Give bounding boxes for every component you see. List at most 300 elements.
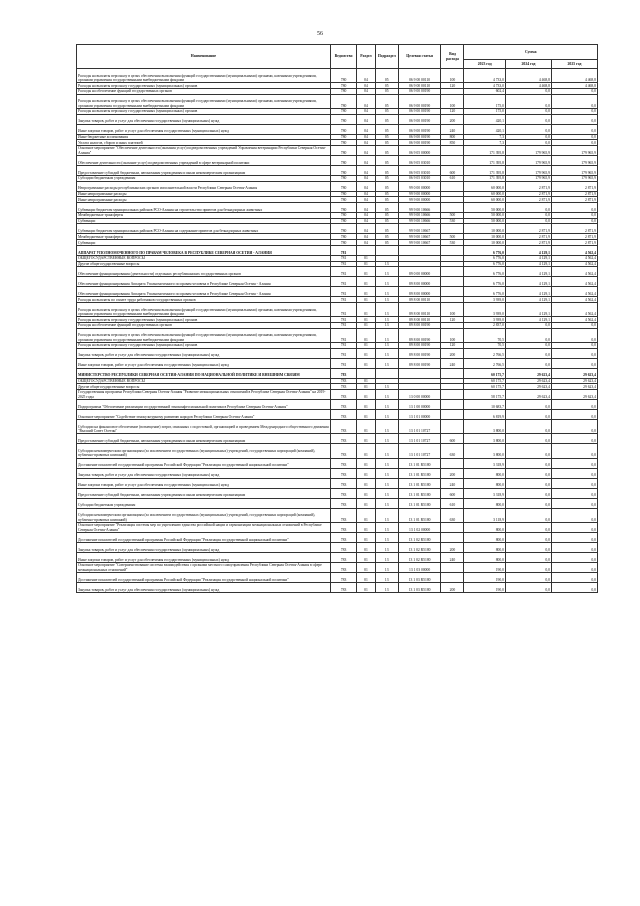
- cell-sum-2023: 3 939,0: [464, 317, 506, 323]
- cell-target-article: 13 1 03 R5180: [398, 582, 441, 592]
- cell-sum-2023: 10 683,7: [464, 399, 506, 409]
- cell-sum-2023: 10 000,0: [464, 234, 506, 240]
- cell-ved: 783: [330, 384, 356, 390]
- cell-expense-type: 120: [441, 342, 464, 348]
- cell-razdel: 01: [357, 542, 376, 552]
- cell-podrazdel: 05: [375, 146, 398, 156]
- cell-sum-2024: 29 623,4: [506, 368, 552, 378]
- cell-sum-2025: 0,0: [551, 94, 597, 108]
- cell-target-article: 06 9 00 00190: [398, 114, 441, 124]
- cell-name: Межбюджетные трансферты: [77, 234, 331, 240]
- cell-target-article: 13 0 00 00000: [398, 389, 441, 399]
- cell-podrazdel: 13: [375, 297, 398, 303]
- cell-razdel: 04: [357, 83, 376, 89]
- cell-ved: 780: [330, 203, 356, 213]
- cell-sum-2024: 0,0: [506, 552, 552, 562]
- cell-ved: 781: [330, 297, 356, 303]
- cell-expense-type: [441, 146, 464, 156]
- cell-ved: 783: [330, 582, 356, 592]
- cell-sum-2023: 800,0: [464, 478, 506, 488]
- cell-target-article: 13 1 01 10727: [398, 444, 441, 458]
- cell-sum-2025: 0,0: [551, 434, 597, 444]
- cell-razdel: 01: [357, 255, 376, 261]
- cell-target-article: 13 1 01 R5180: [398, 458, 441, 468]
- cell-ved: 780: [330, 224, 356, 234]
- cell-target-article: 13 1 02 R5180: [398, 552, 441, 562]
- cell-sum-2023: 6 776,0: [464, 287, 506, 297]
- cell-sum-2023: 171 395,8: [464, 146, 506, 156]
- table-row: [77, 582, 598, 592]
- cell-sum-2025: 0,0: [551, 458, 597, 468]
- cell-name: Расходы на выплаты персоналу в целях обеспечения выполнения функций государственными (муниципальными) органами, казенными учреждениями, органами управления государственными внебюджетными фондами: [77, 69, 331, 83]
- cell-podrazdel: 13: [375, 522, 398, 532]
- cell-name: Субсидии бюджетным учреждениям: [77, 498, 331, 508]
- cell-sum-2024: 4 129,1: [506, 261, 552, 267]
- cell-expense-type: 610: [441, 498, 464, 508]
- cell-ved: 780: [330, 140, 356, 146]
- cell-target-article: 13 1 01 R5180: [398, 498, 441, 508]
- cell-sum-2024: 0,0: [506, 508, 552, 522]
- cell-target-article: 89 8 00 00190: [398, 322, 441, 328]
- cell-target-article: 89 8 00 00190: [398, 342, 441, 348]
- cell-razdel: 01: [357, 302, 376, 316]
- table-row: [77, 419, 598, 433]
- cell-sum-2024: 0,0: [506, 342, 552, 348]
- cell-podrazdel: 05: [375, 203, 398, 213]
- cell-ved: 780: [330, 108, 356, 114]
- cell-razdel: 04: [357, 124, 376, 134]
- cell-sum-2024: 0,0: [506, 478, 552, 488]
- cell-sum-2025: 0,0: [551, 218, 597, 224]
- cell-sum-2023: 175,0: [464, 94, 506, 108]
- cell-target-article: 99 9 00 00000: [398, 191, 441, 197]
- cell-sum-2024: 0,0: [506, 562, 552, 572]
- cell-sum-2023: 420,1: [464, 114, 506, 124]
- cell-target-article: 06 9 05 00000: [398, 146, 441, 156]
- header-name: Наименование: [77, 45, 331, 69]
- cell-sum-2023: 10 000,0: [464, 240, 506, 246]
- cell-expense-type: 500: [441, 213, 464, 219]
- cell-razdel: 04: [357, 166, 376, 176]
- cell-expense-type: 120: [441, 108, 464, 114]
- cell-sum-2023: 6 776,0: [464, 255, 506, 261]
- cell-razdel: 04: [357, 108, 376, 114]
- cell-ved: 783: [330, 488, 356, 498]
- cell-target-article: 06 9 05 03010: [398, 176, 441, 182]
- cell-sum-2023: 6 776,0: [464, 267, 506, 277]
- cell-target-article: 06 9 00 00110: [398, 83, 441, 89]
- cell-target-article: 13 1 03 00000: [398, 562, 441, 572]
- cell-sum-2023: 3 800,0: [464, 419, 506, 433]
- cell-sum-2024: 0,0: [506, 488, 552, 498]
- header-year-2025: 2025 год: [551, 60, 597, 69]
- header-razdel: Раздел: [357, 45, 376, 69]
- cell-podrazdel: 05: [375, 108, 398, 114]
- cell-sum-2025: 0,0: [551, 522, 597, 532]
- table-row: [77, 552, 598, 562]
- cell-target-article: 99 9 00 10667: [398, 224, 441, 234]
- cell-ved: 783: [330, 552, 356, 562]
- cell-sum-2023: 50 000,0: [464, 203, 506, 213]
- cell-sum-2024: 4 129,1: [506, 287, 552, 297]
- cell-sum-2025: 4 562,4: [551, 277, 597, 287]
- cell-expense-type: 100: [441, 328, 464, 342]
- cell-sum-2024: 0,0: [506, 542, 552, 552]
- cell-podrazdel: 13: [375, 488, 398, 498]
- cell-razdel: 01: [357, 317, 376, 323]
- cell-sum-2023: 3 939,0: [464, 297, 506, 303]
- cell-razdel: 01: [357, 389, 376, 399]
- cell-razdel: 01: [357, 468, 376, 478]
- cell-razdel: 04: [357, 94, 376, 108]
- cell-podrazdel: 05: [375, 134, 398, 140]
- cell-sum-2025: 4 562,4: [551, 245, 597, 255]
- cell-sum-2023: 800,0: [464, 468, 506, 478]
- cell-sum-2025: 4 562,4: [551, 267, 597, 277]
- table-row: [77, 562, 598, 572]
- cell-target-article: 06 9 00 00190: [398, 140, 441, 146]
- cell-sum-2024: 4 129,1: [506, 277, 552, 287]
- cell-expense-type: [441, 532, 464, 542]
- cell-expense-type: 240: [441, 124, 464, 134]
- cell-sum-2024: 0,0: [506, 88, 552, 94]
- cell-expense-type: [441, 368, 464, 378]
- cell-podrazdel: 13: [375, 358, 398, 368]
- cell-sum-2023: 2 766,5: [464, 358, 506, 368]
- cell-expense-type: 600: [441, 488, 464, 498]
- cell-expense-type: 610: [441, 176, 464, 182]
- cell-sum-2023: 7,3: [464, 140, 506, 146]
- cell-razdel: 01: [357, 342, 376, 348]
- cell-sum-2023: 70,5: [464, 328, 506, 342]
- cell-ved: 781: [330, 255, 356, 261]
- cell-podrazdel: [375, 368, 398, 378]
- table-row: [77, 434, 598, 444]
- cell-sum-2023: 3 318,9: [464, 488, 506, 498]
- cell-name: Другие общегосударственные вопросы: [77, 384, 331, 390]
- cell-expense-type: 200: [441, 114, 464, 124]
- cell-name: Межбюджетные трансферты: [77, 213, 331, 219]
- cell-razdel: 01: [357, 277, 376, 287]
- cell-sum-2024: 4 468,8: [506, 83, 552, 89]
- cell-expense-type: 630: [441, 508, 464, 522]
- table-row: [77, 522, 598, 532]
- cell-sum-2024: 4 129,1: [506, 317, 552, 323]
- cell-expense-type: 120: [441, 317, 464, 323]
- cell-name: Расходы на выплаты по оплате труда работников государственных органов: [77, 297, 331, 303]
- cell-sum-2024: 4 129,1: [506, 255, 552, 261]
- cell-sum-2025: 29 623,4: [551, 389, 597, 399]
- cell-ved: 783: [330, 434, 356, 444]
- cell-ved: 780: [330, 166, 356, 176]
- cell-podrazdel: 13: [375, 572, 398, 582]
- cell-ved: 780: [330, 197, 356, 203]
- cell-sum-2023: 6 776,0: [464, 261, 506, 267]
- cell-expense-type: [441, 419, 464, 433]
- cell-expense-type: 850: [441, 140, 464, 146]
- table-row: [77, 542, 598, 552]
- cell-ved: 780: [330, 88, 356, 94]
- header-year-2024: 2024 год: [506, 60, 552, 69]
- cell-ved: 780: [330, 240, 356, 246]
- cell-ved: 781: [330, 317, 356, 323]
- cell-sum-2025: 4 562,4: [551, 255, 597, 261]
- cell-target-article: 89 8 00 00190: [398, 328, 441, 342]
- cell-name: Субсидии некоммерческим организациям (за исключением государственных (муниципальных) учреждений, государственных корпораций (компаний), публично-правовых компаний): [77, 444, 331, 458]
- cell-razdel: 04: [357, 203, 376, 213]
- cell-podrazdel: 13: [375, 409, 398, 419]
- cell-razdel: 04: [357, 114, 376, 124]
- cell-name: Закупка товаров, работ и услуг для обеспечения государственных (муниципальных) нужд: [77, 582, 331, 592]
- cell-sum-2025: 4 562,4: [551, 261, 597, 267]
- cell-podrazdel: 13: [375, 384, 398, 390]
- cell-razdel: 01: [357, 498, 376, 508]
- cell-name: Обеспечение функционирования Аппарата Уполномоченного по правам человека в Республике Северная Осетия - Алания: [77, 287, 331, 297]
- cell-expense-type: [441, 409, 464, 419]
- cell-expense-type: 630: [441, 444, 464, 458]
- cell-name: Обеспечение функционирования Аппарата Уполномоченного по правам человека в Республике Северная Осетия - Алания: [77, 277, 331, 287]
- cell-razdel: 01: [357, 478, 376, 488]
- cell-sum-2025: 4 562,4: [551, 317, 597, 323]
- cell-name: Расходы на выплаты персоналу в целях обеспечения выполнения функций государственными (муниципальными) органами, казенными учреждениями, органами управления государственными внебюджетными фондами: [77, 328, 331, 342]
- cell-sum-2023: 3 118,9: [464, 508, 506, 522]
- cell-name: Расходы на выплаты персоналу государственных (муниципальных) органов: [77, 83, 331, 89]
- cell-ved: 781: [330, 261, 356, 267]
- table-row: [77, 156, 598, 166]
- cell-podrazdel: 13: [375, 532, 398, 542]
- cell-name: ОБЩЕГОСУДАРСТВЕННЫЕ ВОПРОСЫ: [77, 378, 331, 384]
- cell-sum-2023: 10 000,0: [464, 224, 506, 234]
- cell-sum-2024: 179 965,9: [506, 156, 552, 166]
- cell-name: Иные непрограммные расходы: [77, 191, 331, 197]
- cell-razdel: 01: [357, 287, 376, 297]
- table-row: [77, 368, 598, 378]
- cell-target-article: 99 0 00 00000: [398, 181, 441, 191]
- cell-ved: 783: [330, 409, 356, 419]
- cell-ved: 783: [330, 532, 356, 542]
- table-row: [77, 166, 598, 176]
- cell-target-article: 89 8 00 00190: [398, 348, 441, 358]
- cell-ved: 783: [330, 572, 356, 582]
- cell-name: Иные непрограммные расходы: [77, 197, 331, 203]
- table-row: [77, 124, 598, 134]
- cell-sum-2024: 0,0: [506, 468, 552, 478]
- table-row: [77, 277, 598, 287]
- cell-sum-2024: 0,0: [506, 218, 552, 224]
- cell-ved: 783: [330, 378, 356, 384]
- cell-expense-type: [441, 156, 464, 166]
- cell-podrazdel: [375, 245, 398, 255]
- table-row: [77, 498, 598, 508]
- cell-sum-2023: 60 175,7: [464, 378, 506, 384]
- cell-podrazdel: 13: [375, 508, 398, 522]
- cell-sum-2025: 0,0: [551, 140, 597, 146]
- cell-ved: 781: [330, 277, 356, 287]
- cell-podrazdel: 05: [375, 94, 398, 108]
- cell-podrazdel: 13: [375, 267, 398, 277]
- cell-podrazdel: 13: [375, 287, 398, 297]
- cell-sum-2024: 179 965,9: [506, 176, 552, 182]
- cell-sum-2023: 6 776,0: [464, 245, 506, 255]
- cell-sum-2024: 2 871,9: [506, 240, 552, 246]
- cell-sum-2025: 179 965,9: [551, 176, 597, 182]
- cell-sum-2023: 4 733,0: [464, 69, 506, 83]
- cell-razdel: 01: [357, 582, 376, 592]
- cell-expense-type: 120: [441, 83, 464, 89]
- cell-expense-type: 500: [441, 234, 464, 240]
- header-expense-type: Вид расхода: [441, 45, 464, 69]
- cell-ved: 780: [330, 146, 356, 156]
- cell-sum-2025: 2 871,9: [551, 197, 597, 203]
- cell-sum-2025: 0,0: [551, 562, 597, 572]
- cell-expense-type: [441, 522, 464, 532]
- cell-sum-2024: 0,0: [506, 582, 552, 592]
- cell-sum-2024: 4 129,1: [506, 302, 552, 316]
- cell-sum-2023: 58 175,7: [464, 389, 506, 399]
- cell-sum-2023: 4 733,0: [464, 83, 506, 89]
- cell-sum-2025: 0,0: [551, 114, 597, 124]
- cell-sum-2023: 420,1: [464, 124, 506, 134]
- cell-sum-2025: 0,0: [551, 203, 597, 213]
- cell-sum-2024: 2 871,9: [506, 224, 552, 234]
- cell-sum-2024: 0,0: [506, 213, 552, 219]
- cell-expense-type: [441, 287, 464, 297]
- cell-target-article: 13 1 01 R5180: [398, 478, 441, 488]
- cell-sum-2025: 0,0: [551, 134, 597, 140]
- cell-name: ОБЩЕГОСУДАРСТВЕННЫЕ ВОПРОСЫ: [77, 255, 331, 261]
- cell-ved: 780: [330, 218, 356, 224]
- cell-podrazdel: 13: [375, 542, 398, 552]
- table-row: [77, 328, 598, 342]
- cell-sum-2025: 0,0: [551, 348, 597, 358]
- cell-sum-2025: 29 623,4: [551, 384, 597, 390]
- cell-podrazdel: 13: [375, 478, 398, 488]
- cell-sum-2025: 4 562,4: [551, 287, 597, 297]
- cell-ved: 783: [330, 562, 356, 572]
- cell-sum-2023: 6 819,9: [464, 409, 506, 419]
- cell-expense-type: [441, 181, 464, 191]
- cell-razdel: 01: [357, 267, 376, 277]
- cell-target-article: 13 1 03 R5180: [398, 572, 441, 582]
- cell-name: Достижение показателей государственной программы Российской Федерации "Реализация государственной национальной политики": [77, 572, 331, 582]
- cell-sum-2024: 0,0: [506, 108, 552, 114]
- cell-expense-type: 600: [441, 166, 464, 176]
- cell-razdel: 01: [357, 378, 376, 384]
- cell-target-article: [398, 245, 441, 255]
- cell-target-article: 89 0 00 00000: [398, 267, 441, 277]
- table-row: [77, 146, 598, 156]
- cell-podrazdel: 13: [375, 468, 398, 478]
- cell-razdel: [357, 368, 376, 378]
- cell-sum-2023: 60 175,7: [464, 368, 506, 378]
- cell-target-article: 13 1 01 00000: [398, 409, 441, 419]
- cell-sum-2024: 0,0: [506, 358, 552, 368]
- cell-sum-2025: 29 623,4: [551, 378, 597, 384]
- cell-target-article: 06 9 05 03010: [398, 166, 441, 176]
- header-target-article: Целевая статья: [398, 45, 441, 69]
- cell-podrazdel: 05: [375, 181, 398, 191]
- cell-name: Закупка товаров, работ и услуг для обеспечения государственных (муниципальных) нужд: [77, 542, 331, 552]
- cell-target-article: 13 1 01 R5180: [398, 468, 441, 478]
- cell-sum-2024: 0,0: [506, 532, 552, 542]
- cell-podrazdel: 13: [375, 419, 398, 433]
- table-row: [77, 302, 598, 316]
- cell-name: Субсидии некоммерческим организациям (за исключением государственных (муниципальных) учреждений, государственных корпораций (компаний), публично-правовых компаний): [77, 508, 331, 522]
- cell-target-article: 99 9 00 10667: [398, 240, 441, 246]
- cell-sum-2025: 0,0: [551, 124, 597, 134]
- table-row: [77, 69, 598, 83]
- cell-name: Иные закупки товаров, работ и услуг для обеспечения государственных (муниципальных) нужд: [77, 124, 331, 134]
- cell-ved: 781: [330, 322, 356, 328]
- cell-razdel: 01: [357, 419, 376, 433]
- cell-name: АППАРАТ УПОЛНОМОЧЕННОГО ПО ПРАВАМ ЧЕЛОВЕКА В РЕСПУБЛИКЕ СЕВЕРНАЯ ОСЕТИЯ - АЛАНИЯ: [77, 245, 331, 255]
- cell-target-article: [398, 368, 441, 378]
- table-row: [77, 572, 598, 582]
- cell-podrazdel: 13: [375, 277, 398, 287]
- cell-sum-2023: 190,0: [464, 562, 506, 572]
- cell-razdel: 04: [357, 140, 376, 146]
- cell-expense-type: 240: [441, 358, 464, 368]
- cell-ved: 780: [330, 156, 356, 166]
- cell-expense-type: 600: [441, 434, 464, 444]
- cell-sum-2023: 800,0: [464, 552, 506, 562]
- cell-name: Субвенции: [77, 240, 331, 246]
- cell-expense-type: 240: [441, 552, 464, 562]
- cell-podrazdel: 13: [375, 389, 398, 399]
- cell-ved: 783: [330, 389, 356, 399]
- cell-razdel: 04: [357, 240, 376, 246]
- cell-target-article: 89 8 00 00000: [398, 277, 441, 287]
- cell-name: Предоставление субсидий бюджетным, автономным учреждениям и иным некоммерческим организациям: [77, 166, 331, 176]
- table-row: [77, 468, 598, 478]
- cell-name: Предоставление субсидий бюджетным, автономным учреждениям и иным некоммерческим организациям: [77, 434, 331, 444]
- table-row: [77, 203, 598, 213]
- cell-expense-type: [441, 245, 464, 255]
- cell-name: Расходы на выплаты персоналу государственных (муниципальных) органов: [77, 342, 331, 348]
- cell-sum-2023: 6 776,0: [464, 277, 506, 287]
- cell-podrazdel: 05: [375, 218, 398, 224]
- table-row: [77, 348, 598, 358]
- cell-sum-2024: 4 129,1: [506, 245, 552, 255]
- cell-podrazdel: 05: [375, 114, 398, 124]
- cell-name: Закупка товаров, работ и услуг для обеспечения государственных (муниципальных) нужд: [77, 468, 331, 478]
- cell-ved: 781: [330, 245, 356, 255]
- cell-sum-2025: 0,0: [551, 108, 597, 114]
- cell-sum-2024: 0,0: [506, 322, 552, 328]
- cell-podrazdel: 13: [375, 261, 398, 267]
- cell-ved: 780: [330, 234, 356, 240]
- cell-target-article: 06 9 05 03010: [398, 156, 441, 166]
- cell-sum-2023: 3 318,9: [464, 458, 506, 468]
- cell-sum-2025: 0,0: [551, 322, 597, 328]
- cell-sum-2025: 0,0: [551, 342, 597, 348]
- cell-sum-2025: 29 623,4: [551, 368, 597, 378]
- cell-sum-2024: 29 623,4: [506, 384, 552, 390]
- cell-expense-type: [441, 399, 464, 409]
- cell-name: Закупка товаров, работ и услуг для обеспечения государственных (муниципальных) нужд: [77, 348, 331, 358]
- cell-sum-2024: 4 468,8: [506, 69, 552, 83]
- cell-podrazdel: 05: [375, 176, 398, 182]
- cell-expense-type: [441, 389, 464, 399]
- cell-sum-2025: 0,0: [551, 328, 597, 342]
- cell-expense-type: 800: [441, 134, 464, 140]
- cell-name: Субсидии на финансовое обеспечение (возмещение) затрат, связанных с подготовкой, организацией и проведением Международного общественного движения "Высший Совет Осетин": [77, 419, 331, 433]
- cell-podrazdel: 05: [375, 88, 398, 94]
- cell-ved: 780: [330, 181, 356, 191]
- cell-name: Расходы на обеспечение функций государственных органов: [77, 88, 331, 94]
- cell-razdel: 01: [357, 552, 376, 562]
- cell-name: Другие общегосударственные вопросы: [77, 261, 331, 267]
